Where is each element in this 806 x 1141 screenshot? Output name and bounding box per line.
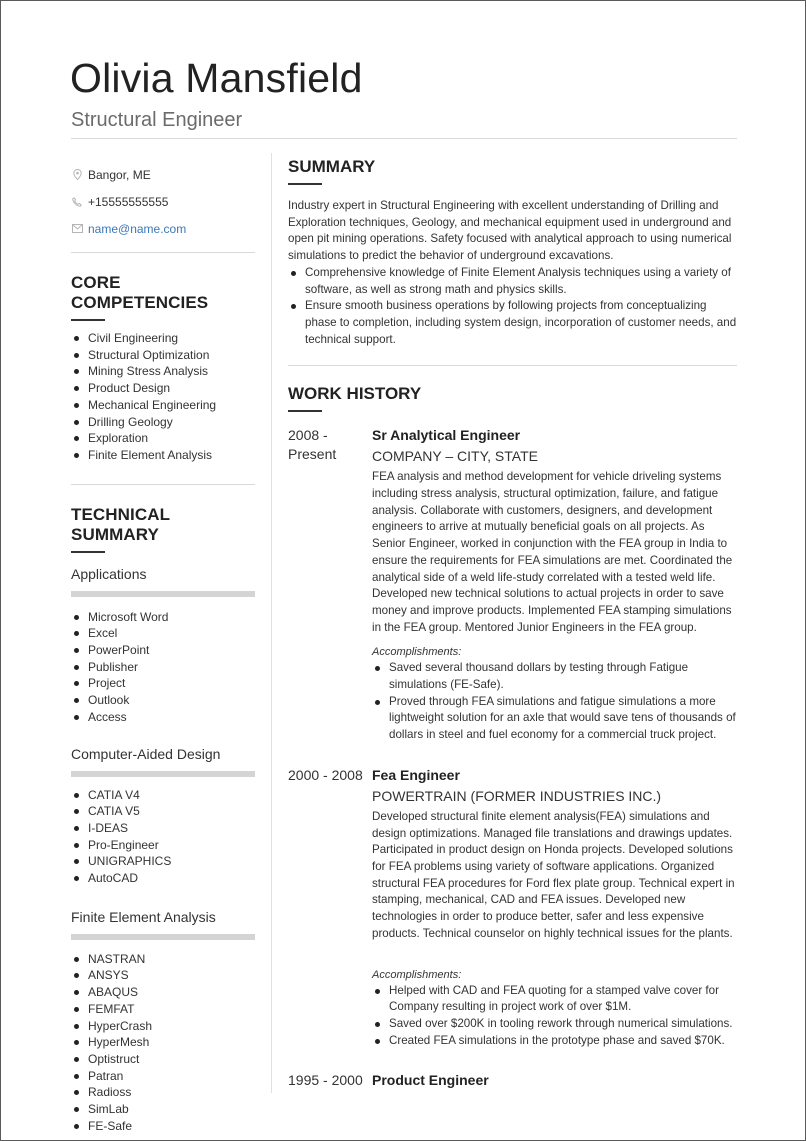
job-entry: [288, 426, 737, 744]
contact-phone: [71, 188, 255, 215]
job-dates: 2008 - Present: [288, 427, 337, 463]
technical-summary-heading: TECHNICAL SUMMARY: [71, 504, 170, 544]
cad-list: [71, 787, 255, 887]
job-entry: [288, 766, 737, 1049]
phone-icon: [71, 196, 83, 208]
list-item: Mining Stress Analysis: [71, 363, 255, 380]
list-item: Mechanical Engineering: [71, 397, 255, 414]
list-item: HyperMesh: [71, 1034, 255, 1051]
list-item: Exploration: [71, 430, 255, 447]
section-bar: [71, 591, 255, 597]
list-item: Created FEA simulations in the prototype phase and saved $70K.: [372, 1033, 737, 1050]
contact-email[interactable]: [71, 215, 255, 242]
summary-heading: SUMMARY: [288, 157, 376, 176]
job-body: [372, 766, 737, 1049]
candidate-title: Structural Engineer: [71, 109, 243, 131]
envelope-icon: [71, 223, 83, 235]
job-title: Product Engineer: [372, 1072, 489, 1089]
job-dates: 1995 - 2000: [288, 1072, 363, 1089]
list-item: HyperCrash: [71, 1018, 255, 1035]
list-item: Finite Element Analysis: [71, 447, 255, 464]
section-bar: [71, 771, 255, 777]
fea-list: [71, 951, 255, 1135]
heading-underline: [288, 183, 322, 185]
list-item: Patran: [71, 1068, 255, 1085]
map-pin-icon: [71, 169, 83, 181]
cad-subheading: Computer-Aided Design: [71, 745, 221, 762]
right-column: [288, 157, 737, 1090]
list-item: ABAQUS: [71, 984, 255, 1001]
list-item: PowerPoint: [71, 642, 255, 659]
list-item: NASTRAN: [71, 951, 255, 968]
list-item: Structural Optimization: [71, 347, 255, 364]
list-item: Outlook: [71, 692, 255, 709]
list-item: Optistruct: [71, 1051, 255, 1068]
fea-subheading: Finite Element Analysis: [71, 908, 216, 925]
list-item: UNIGRAPHICS: [71, 853, 255, 870]
location-text: Bangor, ME: [88, 167, 151, 182]
job-title: Fea Engineer: [372, 766, 460, 783]
list-item: Pro-Engineer: [71, 837, 255, 854]
list-item: Civil Engineering: [71, 330, 255, 347]
list-item: FE-Safe: [71, 1118, 255, 1135]
section-bar: [71, 934, 255, 940]
core-competencies-list: [71, 330, 255, 464]
job-body: [372, 1071, 737, 1090]
list-item: Radioss: [71, 1084, 255, 1101]
list-item: Project: [71, 675, 255, 692]
left-column: [71, 161, 255, 1135]
list-item: Excel: [71, 625, 255, 642]
list-item: Product Design: [71, 380, 255, 397]
list-item: Ensure smooth business operations by following projects from conceptualizing phase to completion, including system design, incorporation of customer needs, and technical support.: [288, 298, 737, 348]
work-history-heading: WORK HISTORY: [288, 384, 422, 404]
list-item: Saved several thousand dollars by testing through Fatigue simulations (FE-Safe).: [372, 660, 737, 693]
job-company: POWERTRAIN (FORMER INDUSTRIES INC.): [372, 787, 662, 804]
applications-list: [71, 609, 255, 726]
summary-divider: [288, 365, 737, 366]
header-divider: [71, 138, 737, 139]
applications-subheading: Applications: [71, 565, 147, 582]
list-item: I-DEAS: [71, 820, 255, 837]
job-title: Sr Analytical Engineer: [372, 427, 521, 444]
accomplishments-list: [372, 983, 737, 1050]
core-competencies-heading: CORE COMPETENCIES: [71, 273, 209, 312]
email-link[interactable]: name@name.com: [88, 221, 187, 236]
heading-underline: [71, 319, 105, 321]
column-divider: [271, 153, 272, 1093]
list-item: Saved over $200K in tooling rework through numerical simulations.: [372, 1016, 737, 1033]
list-item: ANSYS: [71, 967, 255, 984]
list-item: CATIA V4: [71, 787, 255, 804]
heading-underline: [288, 410, 322, 412]
list-item: FEMFAT: [71, 1001, 255, 1018]
summary-text: Industry expert in Structural Engineering with excellent understanding of Drilling and Exploration techniques, Geology, and mechanical equipment used in underground and open pit mining operations. Safety focused with analytical approach to using numerical simulations to predict the behavior of underground excavations.: [288, 199, 732, 263]
accomplishments-label: Accomplishments:: [372, 968, 462, 981]
accomplishments-list: [372, 660, 737, 744]
contact-location: [71, 161, 255, 188]
summary-bullets: [288, 265, 737, 349]
list-item: AutoCAD: [71, 870, 255, 887]
list-item: Access: [71, 709, 255, 726]
competencies-divider: [71, 484, 255, 485]
list-item: Microsoft Word: [71, 609, 255, 626]
list-item: Drilling Geology: [71, 414, 255, 431]
list-item: Publisher: [71, 659, 255, 676]
job-dates: 2000 - 2008: [288, 766, 363, 783]
accomplishments-label: Accomplishments:: [372, 646, 462, 659]
candidate-name: Olivia Mansfield: [70, 55, 363, 101]
job-body: [372, 426, 737, 744]
heading-underline: [71, 551, 105, 553]
job-description: Developed structural finite element analysis(FEA) simulations and design optimizations. Managed file translations and drawings updates. Participated in product design on Honda projects. Developed solutions for FEA problems using variety of software applications. Organized structural FEA procedures for Ford flex plate group. Technical expert in stamping, mechanical, CAD and FEA issues. Developed new technologies in order to produce better, safer and less expensive products. Technical counselor on highly technical issues for the plants.: [372, 809, 735, 940]
list-item: SimLab: [71, 1101, 255, 1118]
job-description: FEA analysis and method development for vehicle driveling systems including stress analysis, structural optimization, failure, and fatigue analysis. Collaborate with customers, designers, and development engineers to arrive at mutually beneficial goals on all projects. As Senior Engineer, worked in conjunction with the FEA group in India to ensure the requirements for FEA simulations are met. Coordinated the analytical side of a weld life-study correlated with a tested weld life. Developed new technical solutions to actual projects in order to save money and improve products. Implemented FEA stamping simulations in the FEA group. Mentored Junior Engineers in the FEA group.: [372, 470, 733, 634]
list-item: CATIA V5: [71, 803, 255, 820]
phone-text: +15555555555: [88, 194, 169, 209]
list-item: Helped with CAD and FEA quoting for a stamped valve cover for Company resulting in project work of over $1M.: [372, 983, 737, 1016]
job-company: COMPANY – CITY, STATE: [372, 448, 538, 465]
list-item: Proved through FEA simulations and fatigue simulations a more lightweight solution for an axle that would save tens of thousands of dollars in steel and fuel economy for a commercial truck project.: [372, 694, 737, 744]
contact-divider: [71, 252, 255, 253]
list-item: Comprehensive knowledge of Finite Element Analysis techniques using a variety of software, as well as strong math and physics skills.: [288, 265, 737, 298]
job-entry: [288, 1071, 737, 1090]
